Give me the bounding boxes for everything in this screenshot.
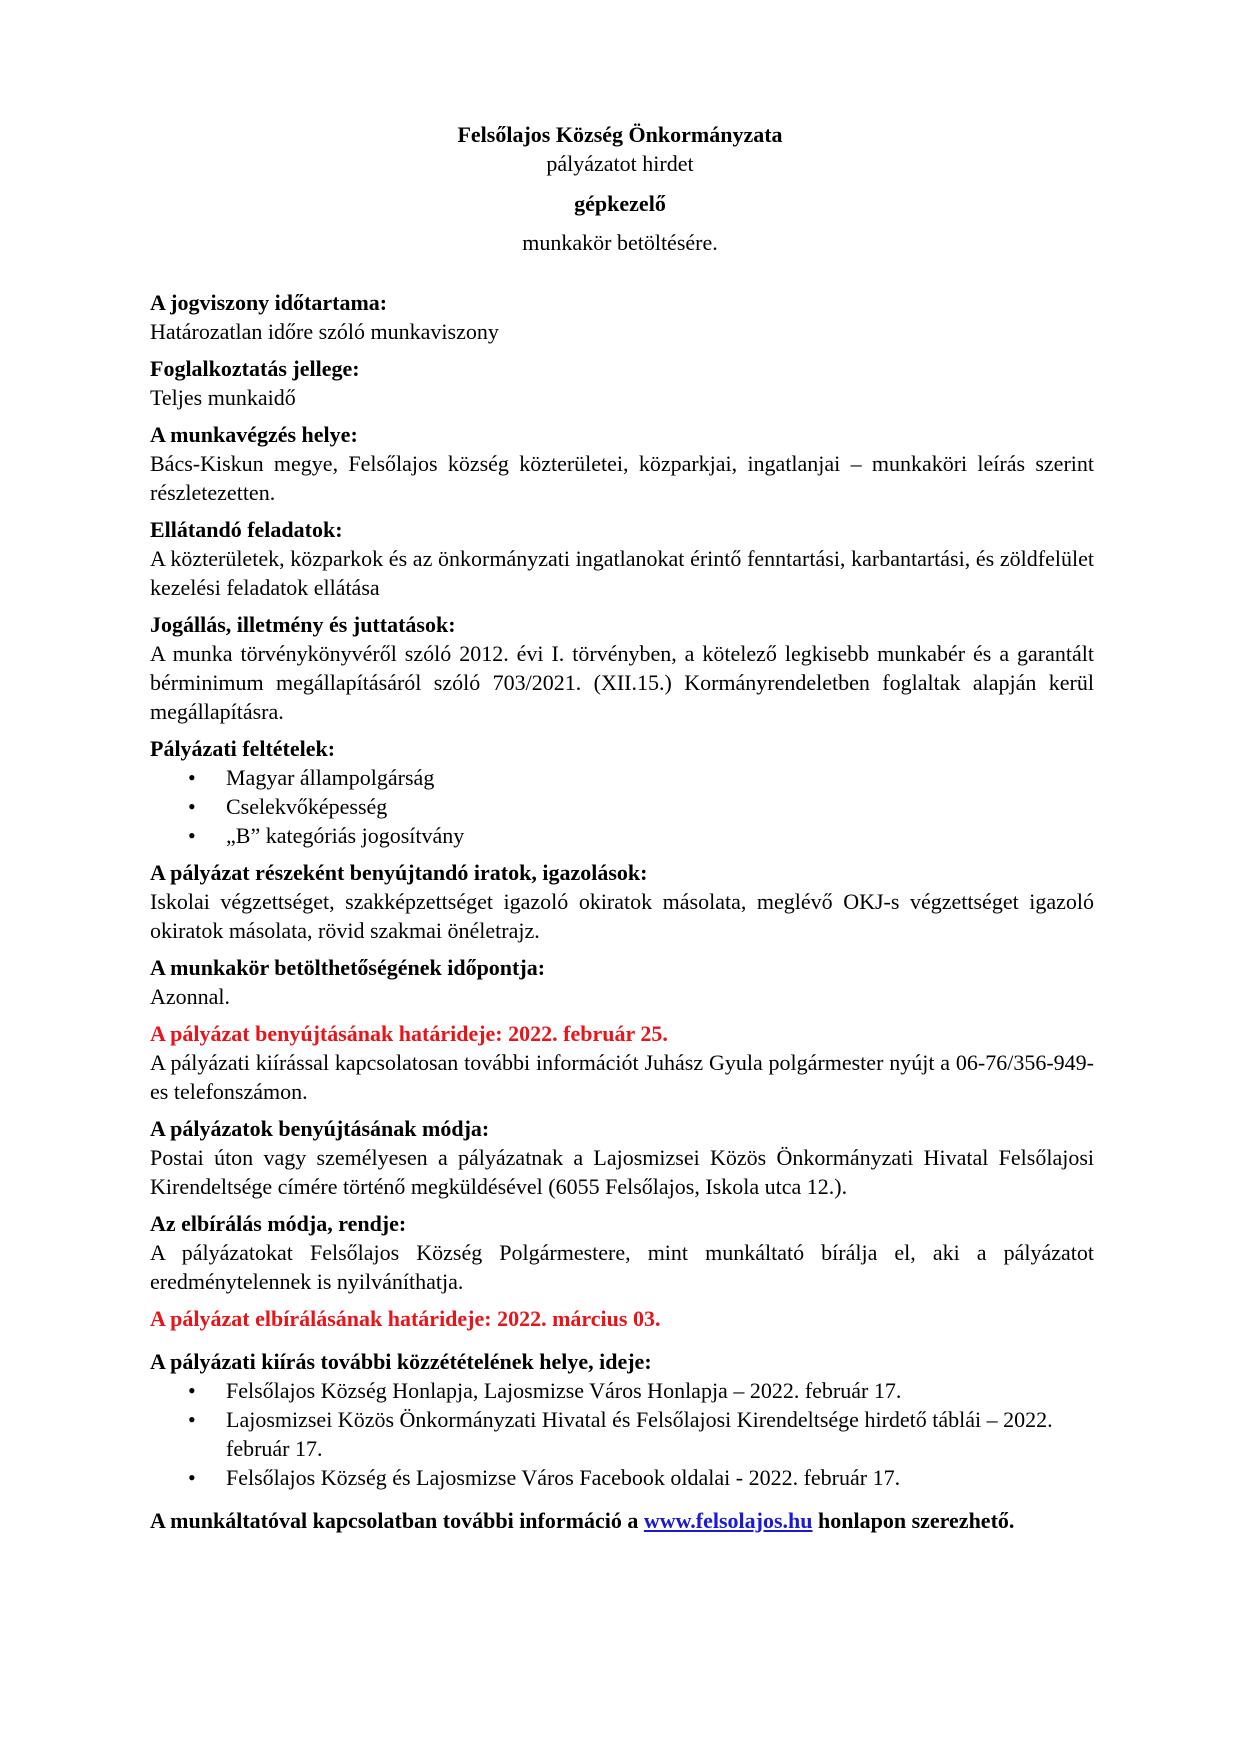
section-title: Foglalkoztatás jellege: [150,356,360,381]
section-text: Teljes munkaidő [150,385,296,410]
section-title: A pályázat részeként benyújtandó iratok, igazolások: [150,860,648,885]
conditions-list [150,763,1094,850]
closing-text-end: honlapon szerezhető. [812,1508,1015,1533]
list-item: • „B” kategóriás jogosítvány [226,821,1094,850]
section-title: A munkakör betölthetőségének időpontja: [150,955,546,980]
section-text: A munka törvénykönyvéről szóló 2012. évi I. törvényben, a kötelező legkisebb munkabér és a garantált bérminimum megállapításáról szóló 703/2021. (XII.15.) Kormányrendeletben foglaltak alapján kerül megállapításra. [150,641,1094,724]
section-tasks [150,515,1094,602]
document-body [150,288,1094,1535]
list-item: • Felsőlajos Község és Lajosmizse Város Facebook oldalai - 2022. február 17. [226,1463,1094,1492]
organization-name: Felsőlajos Község Önkormányzata [457,122,783,147]
section-title: A munkavégzés helye: [150,422,358,447]
list-item: • Lajosmizsei Közös Önkormányzati Hivatal és Felsőlajosi Kirendeltsége hirdető táblái – 2022. február 17. [226,1405,1094,1463]
section-title: A pályázatok benyújtásának módja: [150,1116,490,1141]
section-deadline [150,1019,1094,1106]
position-title: gépkezelő [574,191,666,216]
publication-list [150,1376,1094,1492]
section-conditions [150,734,1094,850]
list-item: • Felsőlajos Község Honlapja, Lajosmizse Város Honlapja – 2022. február 17. [226,1376,1094,1405]
section-title: Jogállás, illetmény és juttatások: [150,612,456,637]
section-status [150,610,1094,726]
section-method [150,1114,1094,1201]
section-duration [150,288,1094,346]
document-header [0,120,1240,257]
section-documents [150,858,1094,945]
section-publication [150,1347,1094,1492]
section-start [150,953,1094,1011]
announcement-line: pályázatot hirdet [546,151,694,176]
section-text: Azonnal. [150,984,231,1009]
section-text: A pályázatokat Felsőlajos Község Polgármestere, mint munkáltató bírálja el, aki a pályázatot eredménytelennek is nyilváníthatja. [150,1240,1094,1294]
section-title: A jogviszony időtartama: [150,290,388,315]
section-evaluation-deadline [150,1304,1094,1333]
evaluation-deadline-title: A pályázat elbírálásának határideje: 2022. március 03. [150,1306,661,1331]
closing-note [150,1506,1094,1535]
list-item: • Magyar állampolgárság [226,763,1094,792]
section-text: A közterületek, közparkok és az önkormányzati ingatlanokat érintő fenntartási, karbantartási, és zöldfelület kezelési feladatok ellátása [150,546,1094,600]
section-text: A pályázati kiírással kapcsolatosan további információt Juhász Gyula polgármester nyújt a 06-76/356-949-es telefonszámon. [150,1050,1094,1104]
closing-text-start: A munkáltatóval kapcsolatban további információ a [150,1508,644,1533]
section-text: Határozatlan időre szóló munkaviszony [150,319,499,344]
section-employment [150,354,1094,412]
deadline-title: A pályázat benyújtásának határideje: 2022. február 25. [150,1021,668,1046]
section-text: Bács-Kiskun megye, Felsőlajos község közterületei, közparkjai, ingatlanjai – munkaköri leírás szerint részletezetten. [150,451,1094,505]
section-text: Postai úton vagy személyesen a pályázatnak a Lajosmizsei Közös Önkormányzati Hivatal Felsőlajosi Kirendeltsége címére történő megküldésével (6055 Felsőlajos, Iskola utca 12.). [150,1145,1094,1199]
section-location [150,420,1094,507]
section-title: Ellátandó feladatok: [150,517,343,542]
list-item: • Cselekvőképesség [226,792,1094,821]
website-link[interactable]: www.felsolajos.hu [643,1508,813,1533]
section-title: Az elbírálás módja, rendje: [150,1211,407,1236]
section-title: Pályázati feltételek: [150,736,336,761]
section-text: Iskolai végzettséget, szakképzettséget igazoló okiratok másolata, meglévő OKJ-s végzettséget igazoló okiratok másolata, rövid szakmai önéletrajz. [150,889,1094,943]
purpose-line: munkakör betöltésére. [522,230,718,255]
section-title: A pályázati kiírás további közzétételének helye, ideje: [150,1349,652,1374]
section-evaluation [150,1209,1094,1296]
